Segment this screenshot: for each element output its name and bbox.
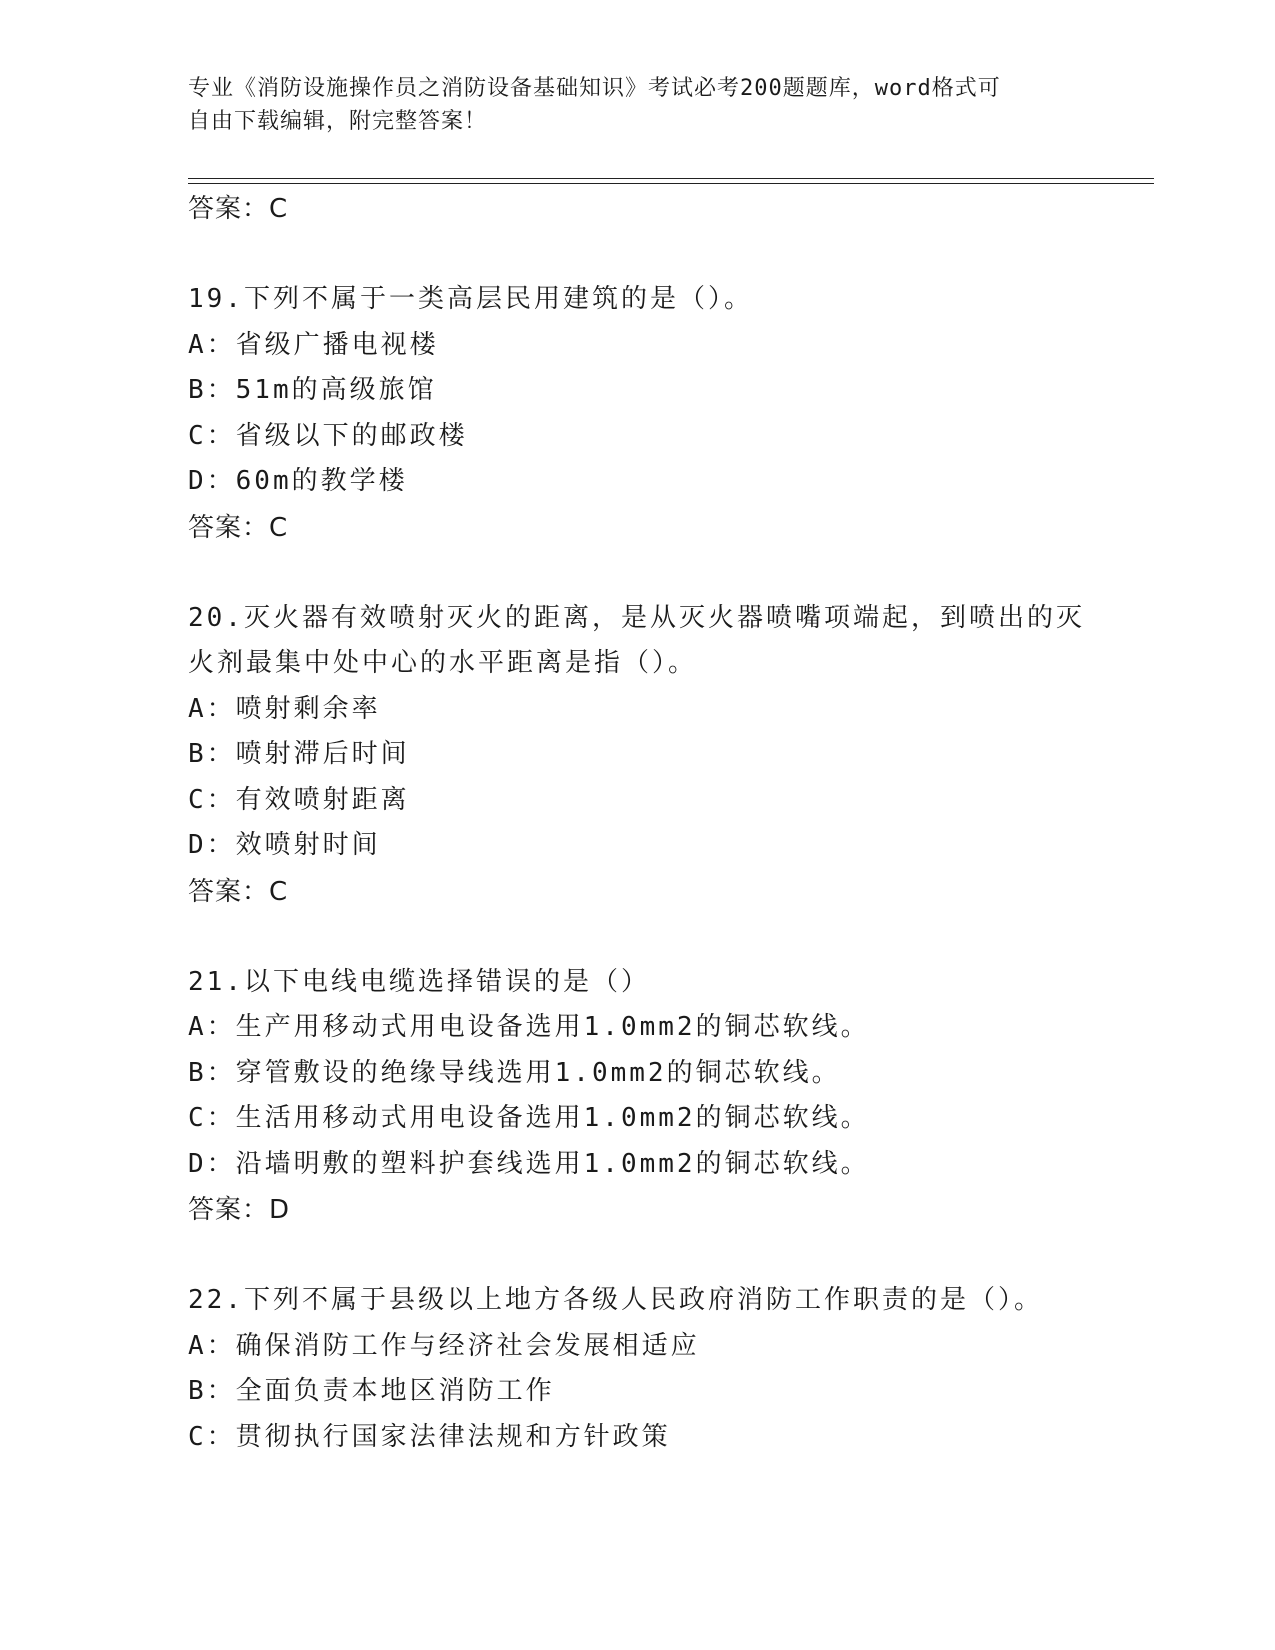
header-divider xyxy=(188,178,1154,179)
option-b: B：喷射滞后时间 xyxy=(188,739,410,769)
spacer xyxy=(188,1233,1088,1278)
option-b: B：全面负责本地区消防工作 xyxy=(188,1376,555,1406)
question-stem: 19.下列不属于一类高层民用建筑的是（）。 xyxy=(188,284,753,314)
option-b: B：穿管敷设的绝缘导线选用1.0mm2的铜芯软线。 xyxy=(188,1057,841,1088)
answer-line: 答案：C xyxy=(188,876,289,907)
question-block xyxy=(188,1278,1088,1460)
option-a: A：生产用移动式用电设备选用1.0mm2的铜芯软线。 xyxy=(188,1012,870,1042)
question-block xyxy=(188,596,1088,915)
option-d: D：效喷射时间 xyxy=(188,830,381,860)
option-d: D：60m的教学楼 xyxy=(188,466,408,496)
header-line-1: 专业《消防设施操作员之消防设备基础知识》考试必考200题题库，word格式可 xyxy=(188,76,1001,101)
option-c: C：贯彻执行国家法律法规和方针政策 xyxy=(188,1421,671,1452)
answer-line: 答案：D xyxy=(188,1195,291,1225)
document-header xyxy=(188,72,1088,138)
spacer xyxy=(188,551,1088,596)
spacer xyxy=(188,232,1088,277)
question-list xyxy=(188,186,1088,1460)
question-stem: 21.以下电线电缆选择错误的是（） xyxy=(188,966,650,997)
question-stem: 22.下列不属于县级以上地方各级人民政府消防工作职责的是（）。 xyxy=(188,1285,1043,1315)
question-stem: 20.灭火器有效喷射灭火的距离，是从灭火器喷嘴项端起，到喷出的灭 xyxy=(188,602,1085,633)
header-divider-secondary xyxy=(188,183,1154,184)
option-d: D：沿墙明敷的塑料护套线选用1.0mm2的铜芯软线。 xyxy=(188,1148,870,1179)
question-block xyxy=(188,960,1088,1234)
document-page xyxy=(188,0,1148,1650)
header-line-2: 自由下载编辑，附完整答案！ xyxy=(188,109,488,134)
option-a: A：省级广播电视楼 xyxy=(188,329,439,360)
option-b: B：51m的高级旅馆 xyxy=(188,375,437,405)
answer-line: 答案：C xyxy=(188,512,289,543)
question-block xyxy=(188,277,1088,551)
question-stem-continued: 火剂最集中处中心的水平距离是指（）。 xyxy=(188,648,698,678)
option-a: A：喷射剩余率 xyxy=(188,693,381,724)
option-a: A：确保消防工作与经济社会发展相适应 xyxy=(188,1330,700,1361)
option-c: C：省级以下的邮政楼 xyxy=(188,420,468,451)
answer-line: 答案：C xyxy=(188,194,289,224)
spacer xyxy=(188,915,1088,960)
option-c: C：有效喷射距离 xyxy=(188,784,410,815)
option-c: C：生活用移动式用电设备选用1.0mm2的铜芯软线。 xyxy=(188,1103,870,1133)
